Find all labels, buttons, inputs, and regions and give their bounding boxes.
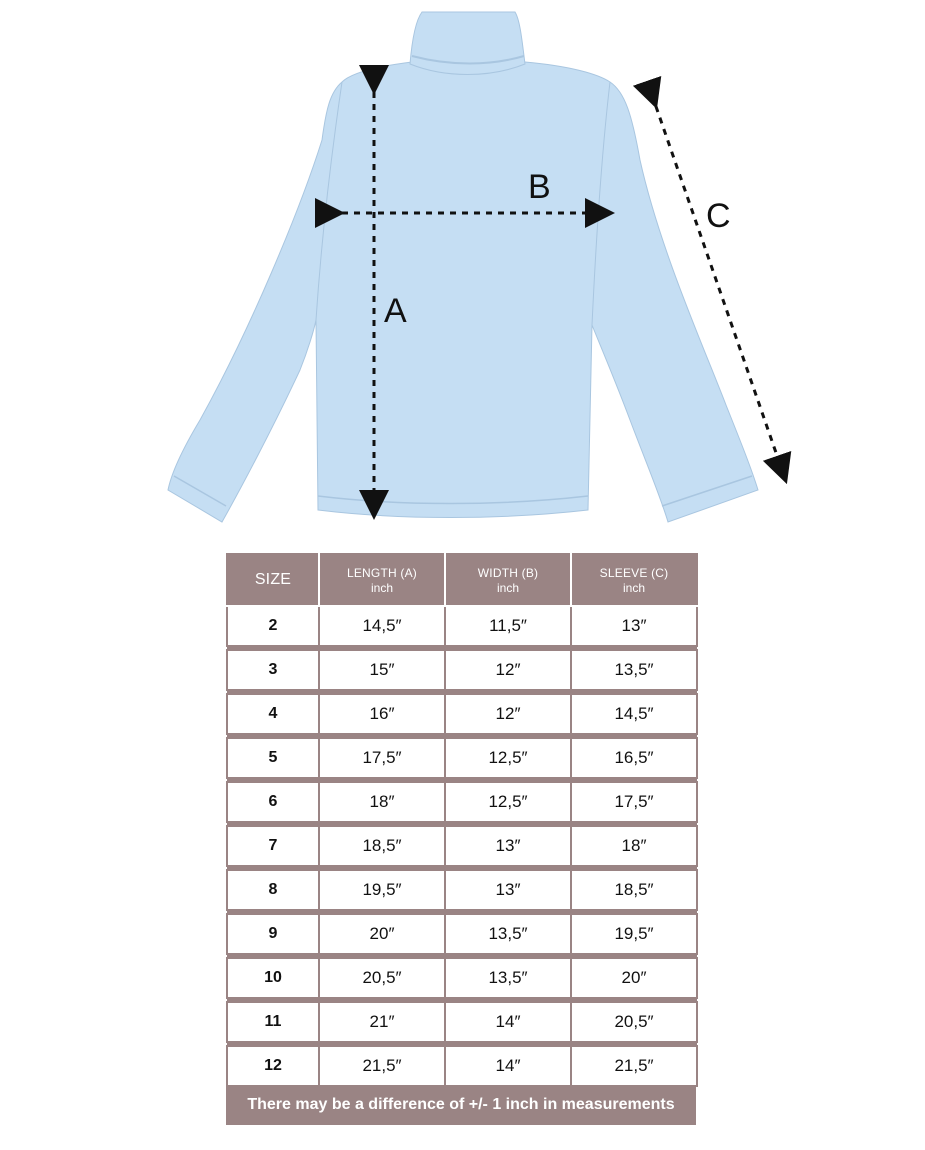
cell-width: 13,5″ bbox=[445, 958, 571, 998]
cell-sleeve: 14,5″ bbox=[571, 694, 697, 734]
label-a: A bbox=[384, 292, 407, 330]
cell-length: 17,5″ bbox=[319, 738, 445, 778]
cell-size: 11 bbox=[227, 1002, 319, 1042]
cell-sleeve: 18″ bbox=[571, 826, 697, 866]
header-sleeve-label: SLEEVE (C) bbox=[599, 565, 669, 580]
cell-length: 20,5″ bbox=[319, 958, 445, 998]
table-row bbox=[227, 694, 697, 734]
cell-size: 3 bbox=[227, 650, 319, 690]
table-row bbox=[227, 650, 697, 690]
cell-sleeve: 17,5″ bbox=[571, 782, 697, 822]
size-chart-table bbox=[226, 553, 698, 1087]
turtleneck-shirt bbox=[168, 12, 758, 522]
cell-sleeve: 18,5″ bbox=[571, 870, 697, 910]
shirt-body bbox=[168, 62, 758, 522]
header-length bbox=[319, 554, 445, 606]
label-c: C bbox=[706, 197, 731, 235]
cell-width: 12″ bbox=[445, 650, 571, 690]
size-chart-body bbox=[227, 606, 697, 1086]
cell-sleeve: 21,5″ bbox=[571, 1046, 697, 1086]
table-row bbox=[227, 1002, 697, 1042]
header-size-label: SIZE bbox=[254, 571, 292, 588]
cell-size: 10 bbox=[227, 958, 319, 998]
header-width-unit: inch bbox=[496, 580, 519, 595]
cell-size: 5 bbox=[227, 738, 319, 778]
header-width bbox=[445, 554, 571, 606]
cell-size: 7 bbox=[227, 826, 319, 866]
measurement-note: There may be a difference of +/- 1 inch in measurements bbox=[226, 1085, 696, 1125]
cell-width: 12″ bbox=[445, 694, 571, 734]
cell-sleeve: 19,5″ bbox=[571, 914, 697, 954]
table-row bbox=[227, 782, 697, 822]
cell-sleeve: 16,5″ bbox=[571, 738, 697, 778]
header-size bbox=[227, 554, 319, 606]
header-length-unit: inch bbox=[370, 580, 393, 595]
cell-sleeve: 13,5″ bbox=[571, 650, 697, 690]
cell-width: 13″ bbox=[445, 826, 571, 866]
table-header-row bbox=[227, 554, 697, 606]
cell-sleeve: 20,5″ bbox=[571, 1002, 697, 1042]
cell-length: 19,5″ bbox=[319, 870, 445, 910]
table-row bbox=[227, 826, 697, 866]
table-row bbox=[227, 738, 697, 778]
cell-width: 13″ bbox=[445, 870, 571, 910]
cell-width: 14″ bbox=[445, 1046, 571, 1086]
label-b: B bbox=[528, 168, 551, 206]
cell-length: 18,5″ bbox=[319, 826, 445, 866]
cell-length: 21″ bbox=[319, 1002, 445, 1042]
table-row bbox=[227, 914, 697, 954]
cell-size: 4 bbox=[227, 694, 319, 734]
cell-width: 12,5″ bbox=[445, 738, 571, 778]
table-row bbox=[227, 606, 697, 646]
table-row bbox=[227, 870, 697, 910]
cell-size: 9 bbox=[227, 914, 319, 954]
cell-size: 8 bbox=[227, 870, 319, 910]
header-width-label: WIDTH (B) bbox=[477, 565, 539, 580]
turtleneck-measurement-figure bbox=[0, 0, 925, 540]
cell-width: 14″ bbox=[445, 1002, 571, 1042]
cell-length: 15″ bbox=[319, 650, 445, 690]
shirt-collar bbox=[410, 12, 525, 75]
cell-sleeve: 13″ bbox=[571, 606, 697, 646]
cell-width: 13,5″ bbox=[445, 914, 571, 954]
header-length-label: LENGTH (A) bbox=[346, 565, 417, 580]
cell-length: 16″ bbox=[319, 694, 445, 734]
header-sleeve bbox=[571, 554, 697, 606]
cell-size: 2 bbox=[227, 606, 319, 646]
cell-width: 12,5″ bbox=[445, 782, 571, 822]
cell-size: 6 bbox=[227, 782, 319, 822]
cell-length: 21,5″ bbox=[319, 1046, 445, 1086]
cell-size: 12 bbox=[227, 1046, 319, 1086]
table-row bbox=[227, 958, 697, 998]
cell-length: 20″ bbox=[319, 914, 445, 954]
cell-width: 11,5″ bbox=[445, 606, 571, 646]
cell-sleeve: 20″ bbox=[571, 958, 697, 998]
cell-length: 14,5″ bbox=[319, 606, 445, 646]
header-sleeve-unit: inch bbox=[622, 580, 645, 595]
cell-length: 18″ bbox=[319, 782, 445, 822]
table-row bbox=[227, 1046, 697, 1086]
